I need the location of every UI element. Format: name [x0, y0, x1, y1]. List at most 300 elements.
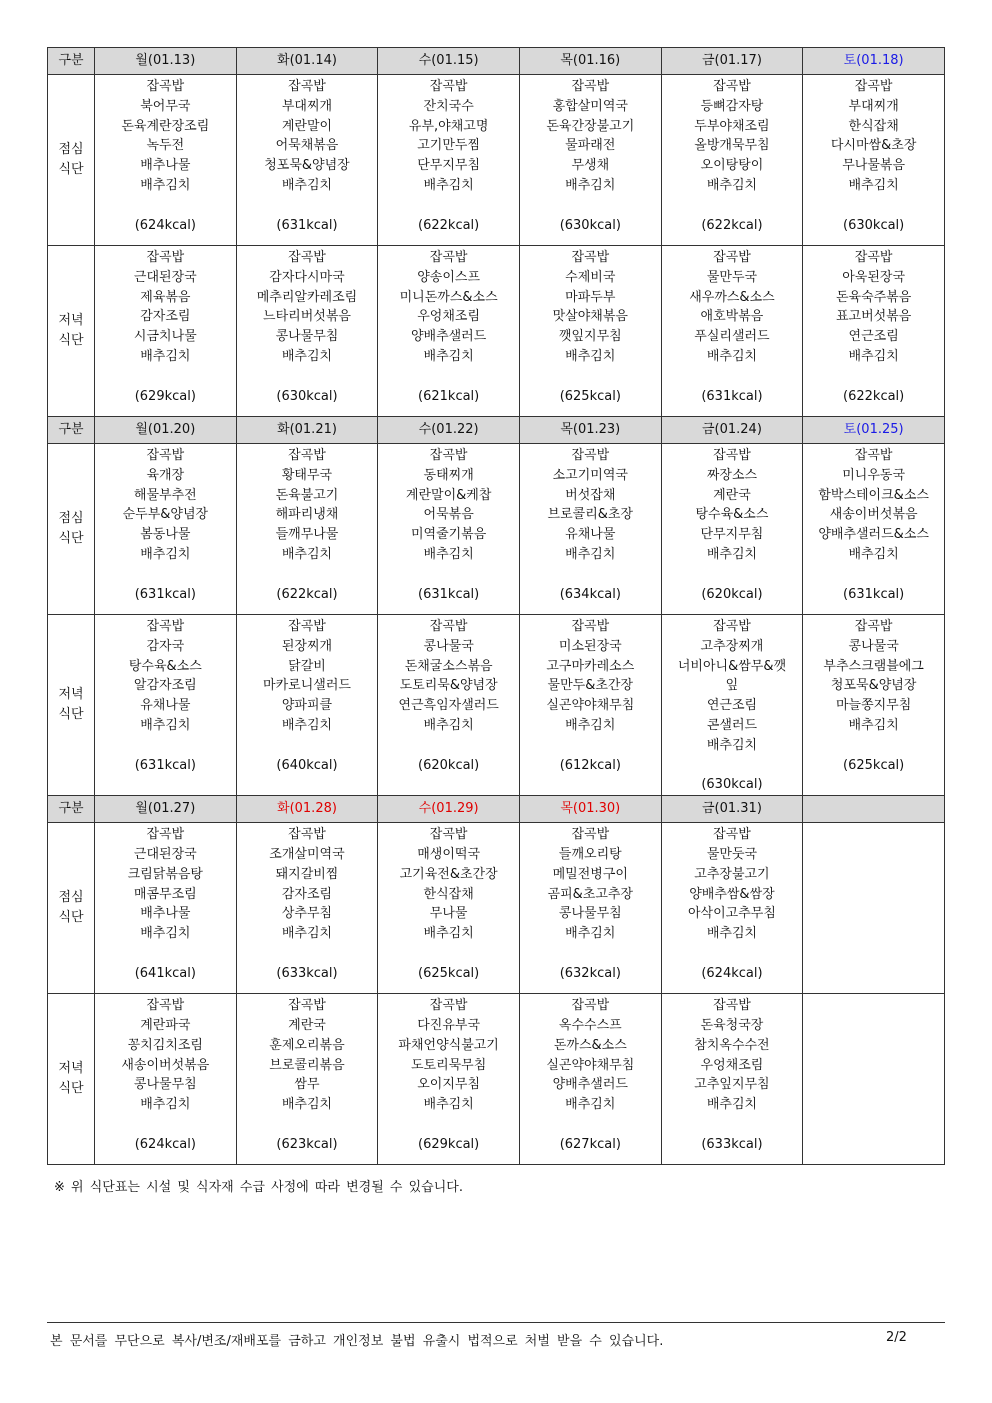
menu-item: 잡곡밥 — [571, 250, 610, 265]
menu-item: 잡곡밥 — [571, 79, 610, 94]
menu-item: 잔치국수 — [423, 98, 474, 114]
spacer — [378, 736, 519, 756]
menu-item: 계란국 — [713, 487, 751, 503]
menu-item: 양배추샐러드 — [552, 1077, 628, 1093]
menu-item: 매콤무조림 — [133, 886, 197, 902]
menu-item: 홍합살미역국 — [552, 98, 628, 114]
menu-item: 고추잎지무침 — [694, 1077, 770, 1093]
calorie-label: (631kcal) — [276, 217, 338, 233]
menu-item: 고기만두찜 — [417, 138, 481, 154]
menu-item: 표고버섯볶음 — [835, 309, 912, 325]
menu-item: 양파피클 — [281, 698, 333, 714]
menu-item: 잡곡밥 — [288, 619, 326, 634]
menu-item: 잡곡밥 — [146, 448, 185, 463]
menu-item: 배추김치 — [848, 717, 899, 733]
menu-item: 소고기미역국 — [552, 467, 628, 483]
meal-cell — [519, 823, 661, 994]
menu-item: 다시마쌈&초장 — [830, 138, 917, 154]
menu-item: 배추김치 — [281, 1097, 333, 1113]
menu-item: 잡곡밥 — [713, 448, 751, 463]
meal-cell — [803, 823, 945, 994]
spacer — [803, 196, 944, 216]
menu-item: 배추김치 — [565, 1097, 616, 1113]
menu-item: 고추장찌개 — [700, 638, 764, 654]
menu-item: 배추김치 — [140, 177, 191, 193]
day-header: 화(01.21) — [236, 417, 378, 444]
menu-item: 잡곡밥 — [288, 448, 326, 463]
spacer — [662, 1115, 803, 1135]
menu-item: 콩나물국 — [423, 638, 474, 654]
meal-type-label — [48, 75, 95, 246]
meal-type-label-line: 저녁 — [58, 687, 84, 703]
menu-item: 고기육전&초간장 — [399, 866, 498, 882]
menu-item: 배추김치 — [423, 1097, 474, 1113]
meal-type-label-line: 식단 — [58, 333, 84, 348]
menu-item: 상추무침 — [281, 906, 333, 922]
header-label: 구분 — [48, 48, 95, 75]
menu-item: 양배추샐러드 — [410, 329, 487, 345]
spacer — [237, 196, 378, 216]
meal-cell — [803, 615, 945, 796]
menu-item: 배추김치 — [281, 177, 333, 193]
menu-item: 배추김치 — [281, 717, 333, 733]
calorie-label: (624kcal) — [134, 1136, 196, 1152]
menu-item: 잡곡밥 — [571, 998, 610, 1014]
meal-cell — [519, 994, 661, 1165]
menu-item: 잡곡밥 — [146, 250, 185, 265]
calorie-label: (631kcal) — [134, 757, 196, 773]
meal-type-label-line: 식단 — [58, 910, 84, 926]
meal-cell — [95, 246, 237, 417]
menu-item: 연근조림 — [706, 698, 758, 714]
lunch-row — [48, 823, 945, 994]
week-header-row — [48, 796, 945, 823]
day-header: 토(01.25) — [803, 417, 945, 444]
menu-item: 부대찌개 — [281, 98, 333, 114]
meal-cell — [519, 615, 661, 796]
day-header: 수(01.22) — [378, 417, 520, 444]
calorie-label: (641kcal) — [134, 965, 196, 981]
menu-item: 잡곡밥 — [571, 448, 610, 463]
calorie-label: (622kcal) — [276, 586, 338, 602]
day-header — [803, 796, 945, 823]
calorie-label: (627kcal) — [559, 1136, 621, 1152]
menu-item: 오이탕탕이 — [700, 158, 764, 174]
calorie-label: (625kcal) — [418, 965, 480, 981]
spacer — [237, 736, 378, 756]
spacer — [662, 367, 803, 387]
menu-item: 돈까스&소스 — [553, 1037, 627, 1053]
menu-item: 잡곡밥 — [854, 250, 893, 265]
spacer — [95, 196, 236, 216]
menu-item: 너비아니&쌈무&깻 — [677, 658, 787, 674]
meal-cell — [95, 444, 237, 615]
menu-item: 마파두부 — [565, 289, 616, 305]
menu-item: 잡곡밥 — [429, 250, 468, 265]
menu-item: 잡곡밥 — [429, 79, 468, 94]
menu-item: 다진유부국 — [417, 1017, 481, 1033]
spacer — [520, 736, 661, 756]
menu-item: 잡곡밥 — [713, 79, 751, 94]
meal-type-label-line: 저녁 — [58, 1061, 84, 1077]
meal-type-label-line: 식단 — [58, 531, 84, 546]
day-header: 수(01.29) — [378, 796, 520, 823]
calorie-label: (622kcal) — [701, 217, 763, 233]
spacer — [520, 565, 661, 585]
menu-item: 북어무국 — [140, 98, 191, 114]
day-header: 금(01.31) — [661, 796, 803, 823]
menu-item: 미소된장국 — [558, 638, 622, 654]
menu-item: 돈육청국장 — [700, 1017, 764, 1033]
menu-item: 아욱된장국 — [842, 269, 906, 285]
meal-cell — [519, 75, 661, 246]
calorie-label: (621kcal) — [418, 388, 480, 404]
menu-item: 배추나물 — [140, 906, 191, 922]
meal-cell — [519, 444, 661, 615]
day-header: 수(01.15) — [378, 48, 520, 75]
menu-item: 청포묵&양념장 — [830, 678, 917, 694]
menu-item: 잡곡밥 — [429, 998, 468, 1014]
calorie-label: (633kcal) — [276, 965, 338, 981]
menu-item: 푸실리샐러드 — [694, 329, 770, 345]
spacer — [520, 944, 661, 964]
calorie-label: (625kcal) — [559, 388, 621, 404]
menu-item: 잎 — [725, 678, 739, 694]
menu-item: 잡곡밥 — [146, 827, 185, 843]
meal-cell — [95, 994, 237, 1165]
meal-type-label — [48, 246, 95, 417]
meal-cell — [378, 615, 520, 796]
menu-item: 돈육숙주볶음 — [835, 289, 912, 305]
menu-item: 파채언양식불고기 — [398, 1037, 499, 1053]
menu-item: 느타리버섯볶음 — [263, 309, 351, 325]
menu-item: 연근조림 — [848, 329, 899, 345]
menu-item: 배추김치 — [706, 926, 758, 942]
menu-item: 배추김치 — [565, 348, 616, 364]
menu-item: 부추스크램블에그 — [823, 658, 924, 674]
menu-item: 잡곡밥 — [146, 619, 185, 634]
spacer — [378, 196, 519, 216]
calorie-label: (631kcal) — [418, 586, 480, 602]
menu-item: 등뼈감자탕 — [700, 98, 764, 114]
calorie-label: (629kcal) — [418, 1136, 480, 1152]
menu-item: 배추김치 — [423, 177, 474, 193]
meal-cell — [803, 994, 945, 1165]
menu-item: 잡곡밥 — [429, 619, 468, 634]
menu-item: 시금치나물 — [133, 329, 197, 345]
menu-item: 우엉채조림 — [700, 1057, 764, 1073]
menu-item: 미니돈까스&소스 — [399, 289, 498, 305]
menu-item: 된장찌개 — [281, 638, 333, 654]
menu-item: 감자국 — [146, 638, 185, 654]
menu-item: 배추김치 — [281, 926, 333, 942]
menu-item: 꽁치김치조림 — [127, 1037, 203, 1053]
menu-item: 참치옥수수전 — [694, 1037, 770, 1053]
calorie-label: (640kcal) — [276, 757, 338, 773]
menu-item: 해파리냉채 — [275, 507, 339, 523]
menu-item: 순두부&양념장 — [122, 507, 209, 523]
menu-item: 단무지무침 — [700, 527, 764, 543]
spacer — [662, 196, 803, 216]
meal-cell — [661, 444, 803, 615]
menu-item: 황태무국 — [281, 467, 333, 483]
menu-item: 계란국 — [288, 1017, 326, 1033]
menu-item: 깻잎지무침 — [558, 329, 622, 345]
menu-item: 물만둣국 — [706, 846, 758, 862]
menu-item: 무생채 — [571, 158, 610, 174]
meal-cell — [661, 994, 803, 1165]
menu-item: 근대된장국 — [133, 846, 197, 862]
calorie-label: (624kcal) — [701, 965, 763, 981]
menu-item: 배추김치 — [565, 177, 616, 193]
menu-item: 닭갈비 — [288, 658, 326, 674]
meal-cell — [803, 246, 945, 417]
menu-item: 물파래전 — [565, 138, 616, 154]
menu-item: 잡곡밥 — [288, 827, 326, 843]
menu-item: 물만두&초간장 — [547, 678, 634, 694]
menu-item: 콩나물국 — [848, 638, 899, 654]
meal-cell — [236, 823, 378, 994]
dinner-row — [48, 615, 945, 796]
menu-item: 양배추쌈&쌈장 — [689, 886, 775, 902]
menu-item: 돈채굴소스볶음 — [404, 658, 493, 674]
menu-item: 새송이버섯볶음 — [121, 1057, 210, 1073]
menu-item: 도토리묵무침 — [410, 1057, 487, 1073]
dinner-row — [48, 994, 945, 1165]
menu-item: 쌈무 — [294, 1077, 320, 1093]
spacer — [662, 944, 803, 964]
menu-item: 잡곡밥 — [288, 250, 326, 265]
menu-item: 계란말이 — [281, 118, 333, 134]
menu-item: 고추장불고기 — [694, 866, 770, 882]
spacer — [95, 944, 236, 964]
menu-item: 들깨무나물 — [275, 527, 339, 543]
menu-item: 배추김치 — [848, 546, 899, 562]
menu-item: 짜장소스 — [706, 467, 758, 483]
menu-item: 콩나물무침 — [558, 906, 622, 922]
calorie-label: (630kcal) — [559, 217, 621, 233]
menu-item: 연근흑임자샐러드 — [398, 698, 499, 714]
menu-item: 두부야채조림 — [694, 118, 770, 134]
menu-item: 육개장 — [146, 467, 185, 483]
spacer — [95, 565, 236, 585]
spacer — [378, 1115, 519, 1135]
menu-item: 계란말이&케찹 — [405, 487, 492, 503]
day-header: 월(01.27) — [95, 796, 237, 823]
menu-item: 배추김치 — [281, 546, 333, 562]
menu-item: 봄동나물 — [140, 527, 191, 543]
menu-item: 부대찌개 — [848, 98, 899, 114]
spacer — [662, 565, 803, 585]
menu-item: 잡곡밥 — [571, 827, 610, 843]
header-label: 구분 — [48, 417, 95, 444]
menu-item: 들깨오리탕 — [558, 846, 622, 862]
menu-item: 청포묵&양념장 — [264, 158, 350, 174]
calorie-label: (624kcal) — [134, 217, 196, 233]
menu-item: 잡곡밥 — [713, 998, 751, 1014]
menu-item: 배추김치 — [565, 717, 616, 733]
page-number: 2/2 — [886, 1330, 907, 1345]
meal-type-label-line: 식단 — [58, 707, 84, 723]
menu-item: 수제비국 — [565, 269, 616, 285]
spacer — [520, 367, 661, 387]
menu-item: 탕수육&소스 — [695, 507, 769, 523]
menu-item: 배추김치 — [140, 348, 191, 364]
menu-item: 근대된장국 — [133, 269, 197, 285]
menu-item: 잡곡밥 — [854, 79, 893, 94]
spacer — [95, 736, 236, 756]
menu-item: 조개살미역국 — [269, 846, 345, 862]
menu-item: 녹두전 — [146, 138, 185, 154]
calorie-label: (631kcal) — [701, 388, 763, 404]
menu-item: 콘샐러드 — [706, 717, 758, 733]
menu-item: 양배추샐러드&소스 — [818, 527, 929, 543]
menu-item: 콩나물무침 — [133, 1077, 197, 1093]
menu-item: 배추김치 — [140, 546, 191, 562]
meal-type-label-line: 식단 — [58, 162, 84, 177]
header-label: 구분 — [48, 796, 95, 823]
calorie-label: (623kcal) — [276, 1136, 338, 1152]
day-header: 월(01.20) — [95, 417, 237, 444]
menu-item: 배추김치 — [281, 348, 333, 364]
menu-item: 해물부추전 — [133, 487, 197, 503]
menu-item: 잡곡밥 — [854, 619, 893, 634]
menu-item: 잡곡밥 — [429, 827, 468, 843]
menu-item: 함박스테이크&소스 — [818, 487, 929, 503]
menu-item: 콩나물무침 — [275, 329, 339, 345]
day-header: 목(01.16) — [519, 48, 661, 75]
menu-item: 배추김치 — [706, 1097, 758, 1113]
meal-cell — [378, 444, 520, 615]
menu-item: 단무지무침 — [417, 158, 481, 174]
menu-item: 돈육계란장조림 — [121, 118, 210, 134]
meal-type-label-line: 점심 — [58, 511, 84, 526]
menu-item: 크림닭볶음탕 — [127, 866, 203, 882]
menu-item: 어묵채볶음 — [275, 138, 339, 154]
calorie-label: (633kcal) — [701, 1136, 763, 1152]
calorie-label: (620kcal) — [418, 757, 480, 773]
spacer — [803, 565, 944, 585]
menu-item: 한식잡채 — [848, 118, 899, 134]
menu-item: 메추리알카레조림 — [256, 289, 358, 305]
menu-item: 잡곡밥 — [854, 448, 893, 463]
meal-cell — [236, 615, 378, 796]
calorie-label: (612kcal) — [559, 757, 621, 773]
meal-type-label — [48, 444, 95, 615]
menu-item: 감자조림 — [281, 886, 333, 902]
meal-type-label-line: 저녁 — [58, 313, 84, 328]
menu-item: 배추김치 — [706, 177, 758, 193]
meal-type-label-line: 점심 — [58, 890, 84, 906]
spacer — [95, 1115, 236, 1135]
menu-item: 무나물 — [429, 906, 468, 922]
dinner-row — [48, 246, 945, 417]
lunch-row — [48, 444, 945, 615]
menu-item: 잡곡밥 — [713, 619, 751, 634]
calorie-label: (634kcal) — [559, 586, 621, 602]
menu-item: 계란파국 — [140, 1017, 191, 1033]
menu-item: 잡곡밥 — [713, 827, 751, 843]
menu-item: 유채나물 — [565, 527, 616, 543]
menu-item: 잡곡밥 — [146, 79, 185, 94]
menu-item: 브로콜리&초장 — [547, 507, 634, 523]
menu-item: 잡곡밥 — [146, 998, 185, 1014]
calorie-label: (620kcal) — [701, 586, 763, 602]
meal-cell — [661, 75, 803, 246]
menu-item: 브로콜리볶음 — [269, 1057, 345, 1073]
meal-type-label — [48, 615, 95, 796]
copyright-footer: 본 문서를 무단으로 복사/변조/재배포를 금하고 개인정보 불법 유출시 법적으로 처벌 받을 수 있습니다. — [50, 1334, 664, 1349]
footer-divider — [47, 1322, 945, 1323]
spacer — [378, 565, 519, 585]
meal-cell — [519, 246, 661, 417]
spacer — [237, 367, 378, 387]
meal-cell — [803, 444, 945, 615]
spacer — [237, 944, 378, 964]
meal-cell — [378, 994, 520, 1165]
menu-item: 한식잡채 — [423, 886, 474, 902]
lunch-row — [48, 75, 945, 246]
meal-cell — [378, 246, 520, 417]
menu-item: 배추김치 — [423, 348, 474, 364]
menu-item: 올방개묵무침 — [694, 138, 770, 154]
menu-item: 새우까스&소스 — [689, 289, 775, 305]
menu-item: 배추김치 — [706, 348, 758, 364]
menu-item: 맛살야채볶음 — [552, 309, 628, 325]
menu-item: 우엉채조림 — [417, 309, 481, 325]
menu-item: 곰피&초고추장 — [547, 886, 634, 902]
menu-item: 실곤약야채무침 — [546, 1057, 635, 1073]
menu-item: 돈육불고기 — [275, 487, 339, 503]
calorie-label: (630kcal) — [701, 777, 763, 793]
spacer — [662, 756, 803, 776]
menu-item: 배추김치 — [706, 737, 758, 753]
calorie-label: (622kcal) — [843, 388, 905, 404]
menu-item: 배추김치 — [423, 546, 474, 562]
menu-item: 배추김치 — [848, 348, 899, 364]
calorie-label: (631kcal) — [843, 586, 905, 602]
menu-item: 배추김치 — [140, 1097, 191, 1113]
spacer — [378, 367, 519, 387]
menu-item: 잡곡밥 — [288, 79, 326, 94]
menu-item: 배추나물 — [140, 158, 191, 174]
spacer — [803, 367, 944, 387]
calorie-label: (631kcal) — [134, 586, 196, 602]
menu-item: 옥수수스프 — [558, 1017, 622, 1033]
meal-cell — [95, 75, 237, 246]
menu-item: 배추김치 — [706, 546, 758, 562]
day-header: 목(01.23) — [519, 417, 661, 444]
spacer — [520, 1115, 661, 1135]
menu-item: 탕수육&소스 — [128, 658, 202, 674]
meal-type-label — [48, 994, 95, 1165]
menu-item: 동태찌개 — [423, 467, 474, 483]
menu-item: 아삭이고추무침 — [688, 906, 776, 922]
calorie-label: (632kcal) — [559, 965, 621, 981]
menu-item: 메밀전병구이 — [552, 866, 628, 882]
menu-item: 잡곡밥 — [713, 250, 751, 265]
day-header: 화(01.14) — [236, 48, 378, 75]
menu-item: 훈제오리볶음 — [269, 1037, 345, 1053]
menu-item: 어묵볶음 — [423, 507, 474, 523]
menu-item: 양송이스프 — [417, 269, 481, 285]
menu-item: 새송이버섯볶음 — [829, 507, 918, 523]
day-header: 월(01.13) — [95, 48, 237, 75]
menu-item: 돼지갈비찜 — [275, 866, 339, 882]
menu-item: 알감자조림 — [133, 678, 197, 694]
spacer — [95, 367, 236, 387]
spacer — [237, 1115, 378, 1135]
